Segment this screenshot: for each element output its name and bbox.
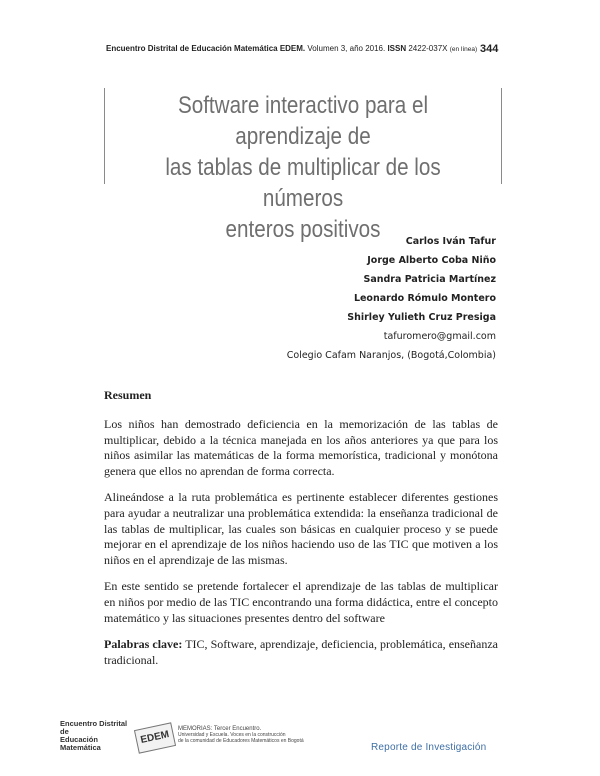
abstract-section (104, 388, 498, 679)
edem-logo (60, 720, 132, 754)
memorias-line-2: Universidad y Escuela. Voces en la construcción (178, 732, 286, 738)
issn-label: ISSN (387, 44, 407, 53)
abstract-heading: Resumen (104, 388, 152, 402)
keywords-list: TIC, Software, aprendizaje, deficiencia, problemática, enseñanza tradicional. (104, 637, 498, 667)
page-number: 344 (480, 43, 499, 55)
report-type-label: Reporte de Investigación (371, 742, 487, 753)
keywords-label: Palabras clave: (104, 637, 183, 652)
edem-badge: EDEM (134, 722, 176, 753)
memorias-line-1: MEMORIAS: Tercer Encuentro. (178, 726, 262, 732)
logo-line-1: Encuentro Distrital de (60, 719, 128, 736)
issn-number: 2422-037X (406, 44, 450, 53)
running-header (106, 44, 502, 53)
memorias-text (178, 726, 338, 744)
issn-note: (en línea) (449, 46, 478, 53)
paper-title (133, 88, 474, 245)
memorias-line-3: de la comunidad de Educadores Matemáticos en Bogotá (178, 738, 304, 744)
author-name: Carlos Iván Tafur (405, 236, 496, 247)
abstract-paragraph: Alineándose a la ruta problemática es pertinente establecer diferentes gestiones para ayudar a neutralizar una problemática extendida: la enseñanza tradicional de las tablas de multiplicar, las cuales son básicas en cualquier proceso y se puede mejorar en el aprendizaje de los niños haciendo uso de las TIC que motiven a los niños en el aprendizaje de las mismas. (104, 490, 498, 567)
volume-info: Volumen 3, año 2016. (305, 44, 388, 53)
title-line-3: enteros positivos (225, 216, 381, 243)
author-name: Leonardo Rómulo Montero (353, 293, 496, 304)
author-name: Shirley Yulieth Cruz Presiga (347, 312, 496, 323)
author-block (287, 232, 496, 365)
author-name: Sandra Patricia Martínez (363, 274, 496, 285)
abstract-paragraph: En este sentido se pretende fortalecer el aprendizaje de las tablas de multiplicar en niños por medio de las TIC encontrando una forma didáctica, entre el concepto matemático y las situaciones presentes dentro del software (104, 579, 498, 625)
author-affiliation: Colegio Cafam Naranjos, (Bogotá,Colombia) (286, 350, 496, 361)
title-line-2: las tablas de multiplicar de los números (165, 154, 441, 212)
logo-line-2: Educación Matemática (60, 735, 101, 752)
abstract-paragraph: Los niños han demostrado deficiencia en la memorización de las tablas de multiplicar, debido a la técnica manejada en los años anteriores ya que para los niños asimilar las matemáticas de la forma memorística, tradicional y monótona genera que ellos no aprendan de forma correcta. (104, 417, 498, 478)
journal-name: Encuentro Distrital de Educación Matemática EDEM. (106, 44, 306, 53)
author-name: Jorge Alberto Coba Niño (367, 255, 496, 266)
author-email[interactable]: tafuromero@gmail.com (383, 331, 496, 342)
keywords (104, 637, 498, 668)
title-line-1: Software interactivo para el aprendizaje de (177, 92, 429, 150)
